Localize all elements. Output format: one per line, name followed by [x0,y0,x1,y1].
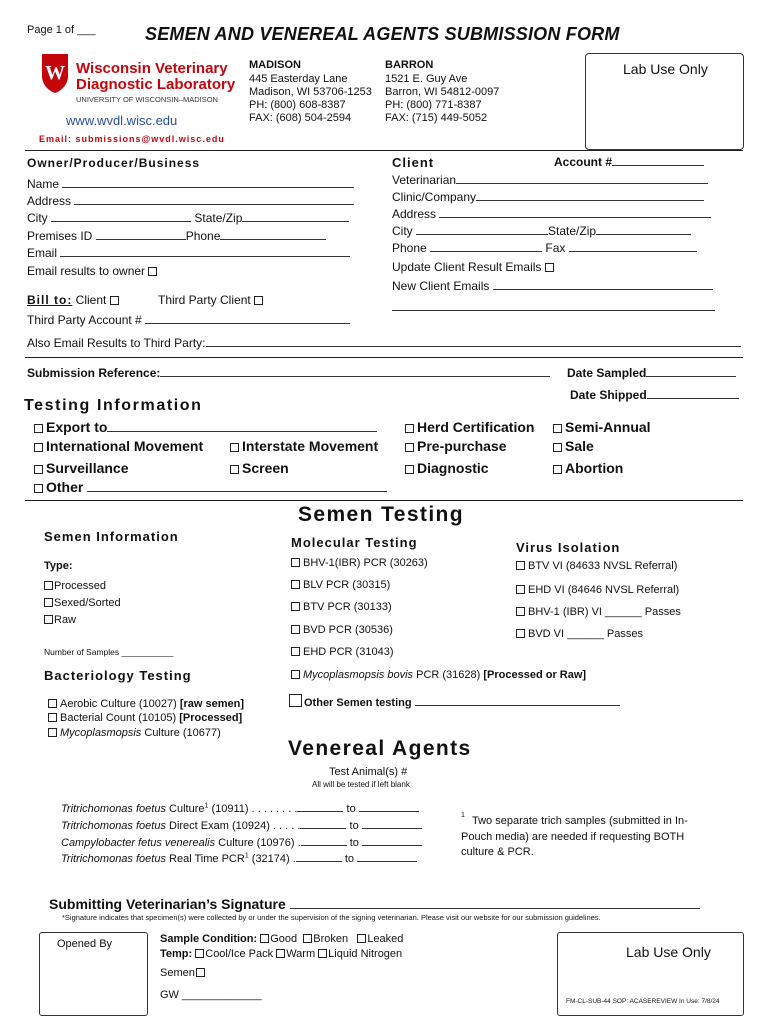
virus-item-btv[interactable]: BTV VI (84633 NVSL Referral) [516,560,677,572]
gw-field[interactable]: GW _____________ [160,989,262,1001]
venereal-agents-heading: Venereal Agents [288,737,472,760]
virus-isolation-heading: Virus Isolation [516,540,621,555]
test-animals-label: Test Animal(s) # [329,766,408,778]
barron-city: Barron, WI 54812-0097 [385,86,500,98]
virus-item-bhv1[interactable]: BHV-1 (IBR) VI ______ Passes [516,606,681,618]
svg-text:W: W [45,62,65,84]
screen-option[interactable]: Screen [230,460,289,476]
new-client-emails-line2[interactable] [392,298,715,316]
website-link[interactable]: www.wvdl.wisc.edu [66,113,178,128]
owner-heading: Owner/Producer/Business [27,156,201,170]
sale-option[interactable]: Sale [553,438,594,454]
madison-phone: PH: (800) 608-8387 [249,99,346,111]
client-phone-field[interactable]: Phone Fax [392,241,697,255]
mol-item-blv[interactable]: BLV PCR (30315) [291,579,390,591]
new-client-emails-field[interactable]: New Client Emails [392,279,713,293]
sample-condition-row[interactable]: Sample Condition: Good Broken Leaked [160,933,404,945]
mol-item-btv[interactable]: BTV PCR (30133) [291,601,392,613]
semen-info-heading: Semen Information [44,529,179,544]
semen-testing-heading: Semen Testing [298,503,465,526]
client-heading: Client [392,155,435,170]
client-address-field[interactable]: Address [392,207,711,221]
footnote-line-1: Two separate trich samples (submitted in In- [472,815,688,827]
divider [25,150,743,151]
divider [25,500,743,501]
owner-email-field[interactable]: Email [27,246,350,260]
page-number: Page 1 of ___ [27,24,96,36]
footnote-number: 1 [461,812,465,819]
date-shipped-field[interactable]: Date Shipped [570,388,739,402]
divider [25,357,743,358]
madison-heading: MADISON [249,59,301,71]
diagnostic-option[interactable]: Diagnostic [405,460,489,476]
export-to-option[interactable]: Export to [34,419,377,435]
madison-city: Madison, WI 53706-1253 [249,86,372,98]
client-vet-field[interactable]: Veterinarian [392,173,708,187]
abortion-option[interactable]: Abortion [553,460,623,476]
lab-use-box-top [585,53,744,150]
surveillance-option[interactable]: Surveillance [34,460,129,476]
owner-premises-field[interactable]: Premises ID Phone [27,229,326,243]
barron-street: 1521 E. Guy Ave [385,73,468,85]
venereal-row-trich-culture[interactable]: Tritrichomonas foetus Culture$^1$ (10911) . . . . . . . . to [61,801,419,815]
all-tested-note: All will be tested if left blank [312,780,410,789]
logo-line-2: Diagnostic Laboratory [76,76,236,93]
molecular-heading: Molecular Testing [291,535,418,550]
account-field[interactable]: Account # [554,155,704,169]
owner-address-field[interactable]: Address [27,194,354,208]
submission-reference-field[interactable]: Submission Reference: [27,366,550,380]
uw-crest-logo [40,52,70,94]
num-samples-field[interactable]: Number of Samples ___________ [44,647,174,657]
opened-by-box[interactable] [39,932,148,1016]
barron-heading: BARRON [385,59,434,71]
opened-by-label: Opened By [57,938,113,950]
footnote-line-2: Pouch media) are needed if requesting BOTH [461,831,685,843]
testing-info-heading: Testing Information [24,397,203,414]
madison-fax: FAX: (608) 504-2594 [249,112,352,124]
owner-name-field[interactable]: Name [27,177,354,191]
virus-item-bvd[interactable]: BVD VI ______ Passes [516,628,643,640]
venereal-row-campylobacter[interactable]: Campylobacter fetus venerealis Culture (10976) . to [61,835,422,849]
update-client-emails[interactable]: Update Client Result Emails [392,260,557,274]
venereal-row-trich-pcr[interactable]: Tritrichomonas foetus Real Time PCR$^1$ (32174) . to [61,851,417,865]
sexed-option[interactable]: Sexed/Sorted [44,597,121,609]
third-party-email-field[interactable]: Also Email Results to Third Party: [27,336,741,350]
date-sampled-field[interactable]: Date Sampled [567,366,736,380]
myco-culture-option[interactable]: Mycoplasmopsis Culture (10677) [48,727,221,739]
type-label: Type: [44,560,73,572]
venereal-row-trich-direct[interactable]: Tritrichomonas foetus Direct Exam (10924) . . . . . to [61,818,422,832]
bacteriology-heading: Bacteriology Testing [44,668,192,683]
form-code: FM-CL-SUB-44 SOP: ACASEREVIEW In Use: 7/8/24 [566,998,720,1005]
prepurchase-option[interactable]: Pre-purchase [405,438,506,454]
processed-option[interactable]: Processed [44,580,106,592]
checkbox[interactable] [148,267,157,276]
lab-use-box-bottom [557,932,744,1016]
mol-item-bhv1[interactable]: BHV-1(IBR) PCR (30263) [291,557,428,569]
mol-item-bvd[interactable]: BVD PCR (30536) [291,624,393,636]
mol-item-myco-bovis[interactable]: Mycoplasmopsis bovis PCR (31628) [Processed or Raw] [291,669,586,681]
madison-street: 445 Easterday Lane [249,73,348,85]
semiannual-option[interactable]: Semi-Annual [553,419,651,435]
third-party-account-field[interactable]: Third Party Account # [27,313,350,327]
barron-phone: PH: (800) 771-8387 [385,99,482,111]
logo-line-3: UNIVERSITY OF WISCONSIN–MADISON [76,95,218,104]
signature-note: *Signature indicates that specimen(s) were collected by or under the supervision of the signing veterinarian. Please visit our website for our submission guidelines. [62,913,601,922]
signature-field[interactable]: Submitting Veterinarian’s Signature [49,896,700,912]
other-option[interactable]: Other [34,479,387,495]
footnote-line-3: culture & PCR. [461,846,534,858]
other-semen-testing-field[interactable]: Other Semen testing [289,694,620,709]
aerobic-culture-option[interactable]: Aerobic Culture (10027) [raw semen] [48,698,244,710]
herd-cert-option[interactable]: Herd Certification [405,419,534,435]
temp-row[interactable]: Temp: Cool/Ice Pack Warm Liquid Nitrogen [160,948,403,960]
checkbox[interactable] [110,296,119,305]
bill-to-row[interactable]: Bill to: Client [27,293,122,307]
email-link[interactable]: Email: submissions@wvdl.wisc.edu [39,134,225,144]
semen-condition[interactable]: Semen [160,967,208,979]
mol-item-ehd[interactable]: EHD PCR (31043) [291,646,393,658]
checkbox[interactable] [254,296,263,305]
owner-city-field[interactable]: City State/Zip [27,211,349,225]
checkbox[interactable] [545,263,554,272]
logo-line-1: Wisconsin Veterinary [76,60,228,77]
interstate-option[interactable]: Interstate Movement [230,438,378,454]
international-option[interactable]: International Movement [34,438,203,454]
virus-item-ehd[interactable]: EHD VI (84646 NVSL Referral) [516,584,679,596]
lab-use-label: Lab Use Only [623,61,708,77]
third-party-client[interactable]: Third Party Client [158,293,266,307]
bacterial-count-option[interactable]: Bacterial Count (10105) [Processed] [48,712,242,724]
email-results-owner[interactable]: Email results to owner [27,264,160,278]
lab-use-label-bottom: Lab Use Only [626,944,711,960]
client-city-field[interactable]: City State/Zip [392,224,691,238]
barron-fax: FAX: (715) 449-5052 [385,112,488,124]
client-clinic-field[interactable]: Clinic/Company [392,190,704,204]
raw-option[interactable]: Raw [44,614,76,626]
form-title: SEMEN AND VENEREAL AGENTS SUBMISSION FORM [145,24,620,44]
